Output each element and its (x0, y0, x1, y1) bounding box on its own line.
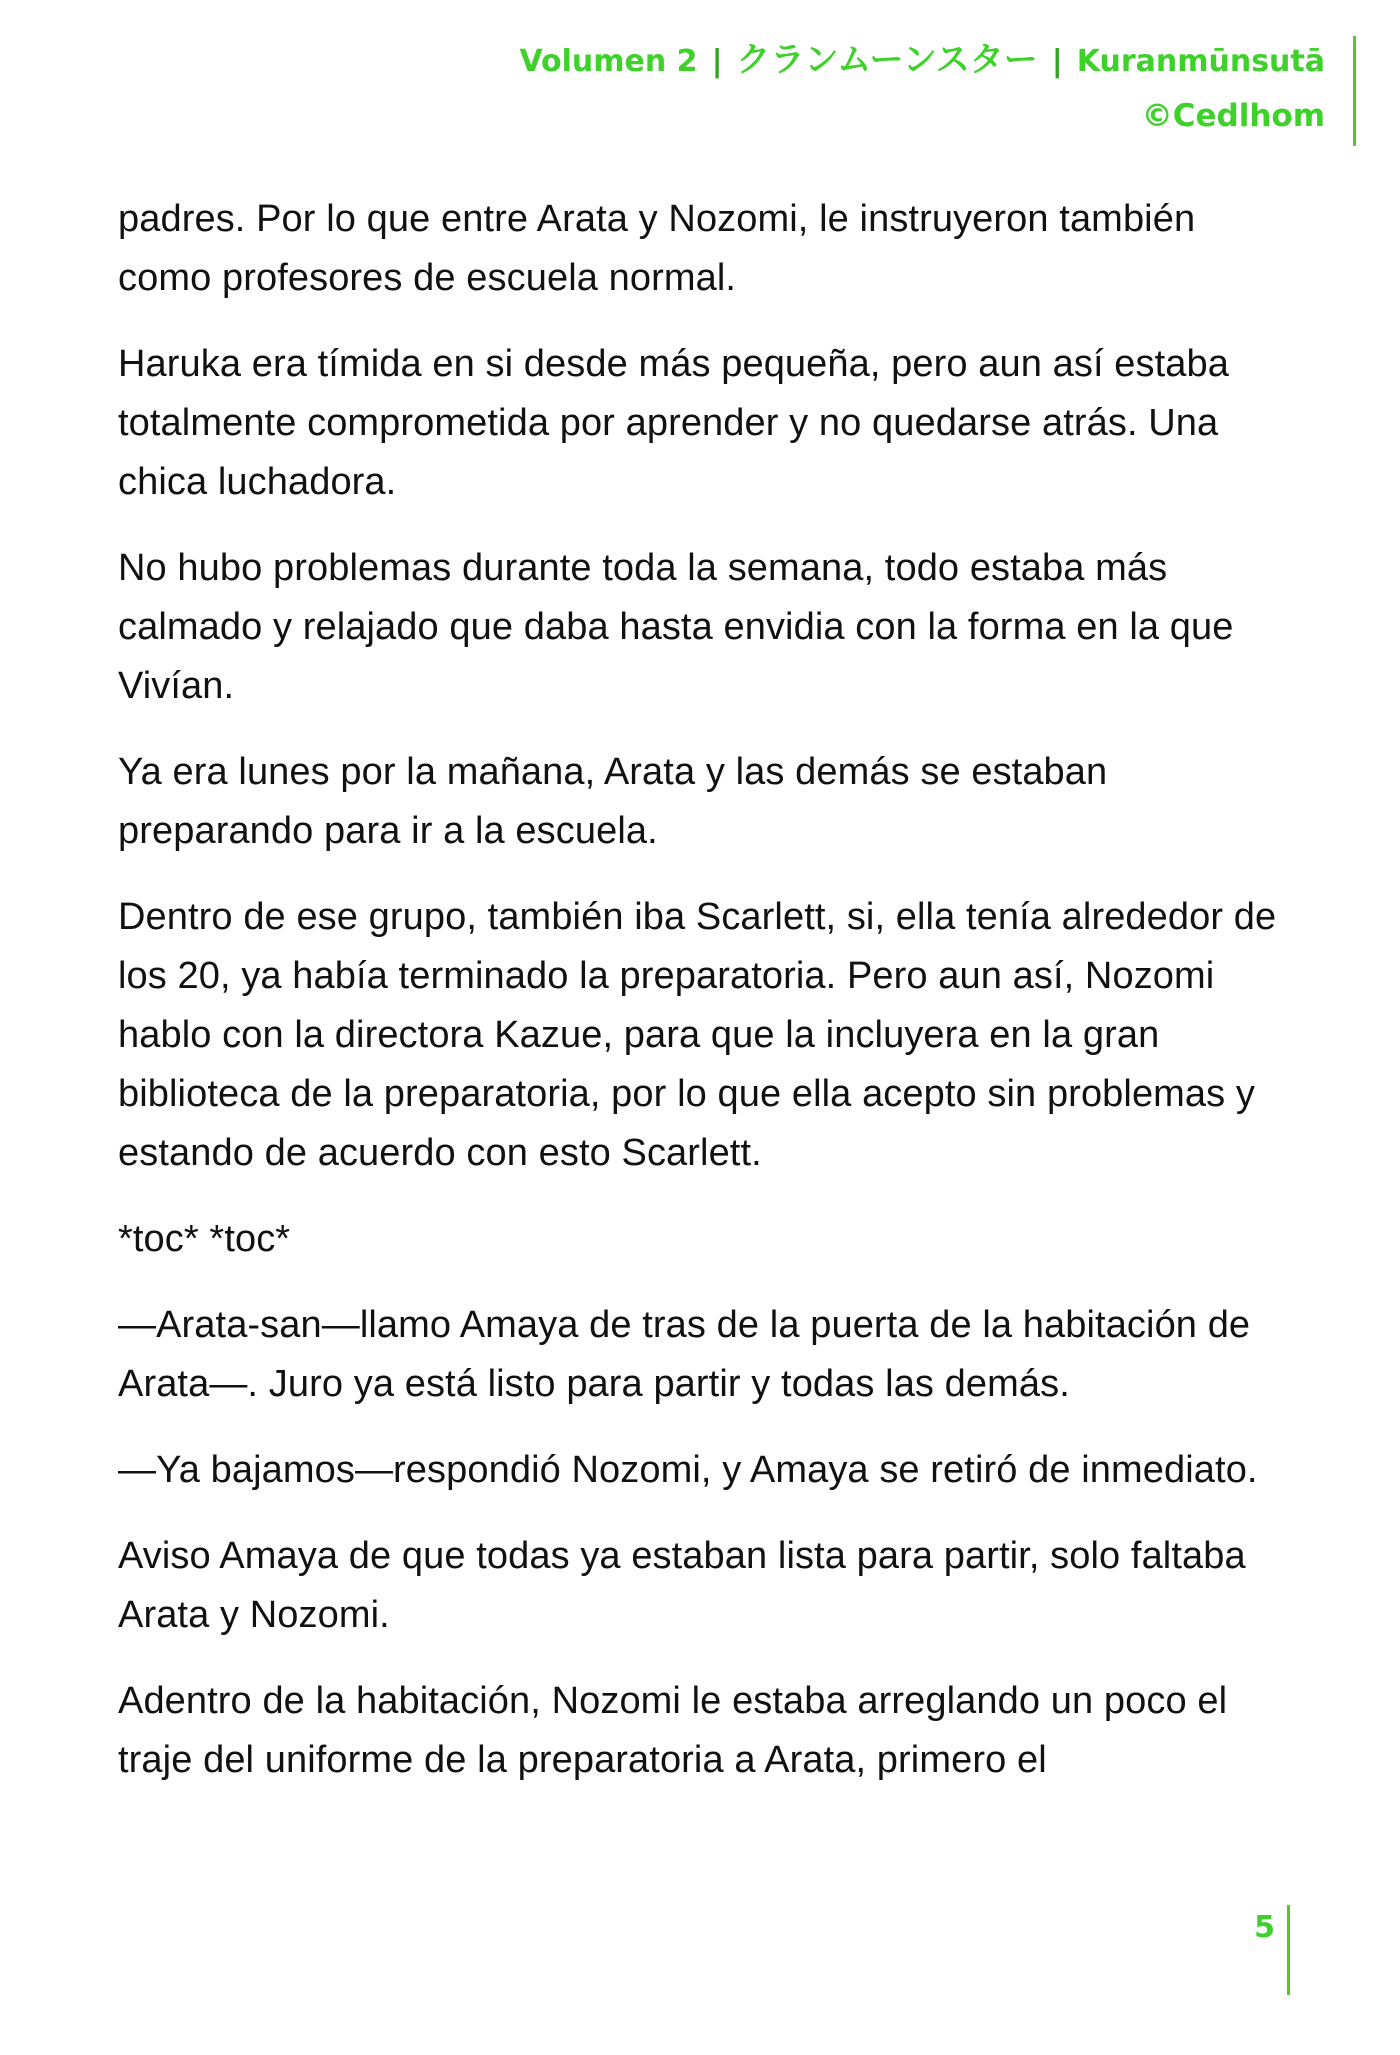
paragraph: Aviso Amaya de que todas ya estaban lista para partir, solo faltaba Arata y Nozomi. (118, 1535, 1246, 1636)
paragraph: *toc* *toc* (118, 1218, 291, 1260)
paragraph: Ya era lunes por la mañana, Arata y las demás se estaban preparando para ir a la escuela. (118, 751, 1108, 852)
header-separator-2: | (1051, 44, 1063, 79)
paragraph: —Ya bajamos—respondió Nozomi, y Amaya se retiró de inmediato. (118, 1449, 1258, 1491)
paragraph: padres. Por lo que entre Arata y Nozomi, le instruyeron también como profesores de escuela normal. (118, 198, 1196, 299)
author-credit: ©Cedlhom (1141, 98, 1325, 134)
volume-label: Volumen 2 (519, 44, 698, 79)
page-number: 5 (1250, 1905, 1290, 1995)
paragraph: No hubo problemas durante toda la semana, todo estaba más calmado y relajado que daba hasta envidia con la forma en la que Vivían. (118, 547, 1234, 707)
header-title-line (356, 36, 1325, 86)
title-romaji: Kuranmūnsutā (1076, 44, 1325, 79)
paragraph: Haruka era tímida en si desde más pequeña, pero aun así estaba totalmente comprometida por aprender y no quedarse atrás. Una chica luchadora. (118, 343, 1230, 503)
paragraph: —Arata-san—llamo Amaya de tras de la puerta de la habitación de Arata—. Juro ya está listo para partir y todas las demás. (118, 1304, 1251, 1405)
paragraph: Adentro de la habitación, Nozomi le estaba arreglando un poco el traje del uniforme de la preparatoria a Arata, primero el (118, 1680, 1228, 1781)
header-separator: | (711, 44, 723, 79)
page-body (118, 190, 1288, 1817)
title-japanese: クランムーンスター (736, 40, 1038, 80)
paragraph: Dentro de ese grupo, también iba Scarlett, si, ella tenía alrededor de los 20, ya había terminado la preparatoria. Pero aun así, Nozomi hablo con la directora Kazue, para que la incluyera en la gran biblioteca de la preparatoria, por lo que ella acepto sin problemas y estando de acuerdo con esto Scarlett. (118, 896, 1277, 1174)
running-header (356, 36, 1356, 146)
